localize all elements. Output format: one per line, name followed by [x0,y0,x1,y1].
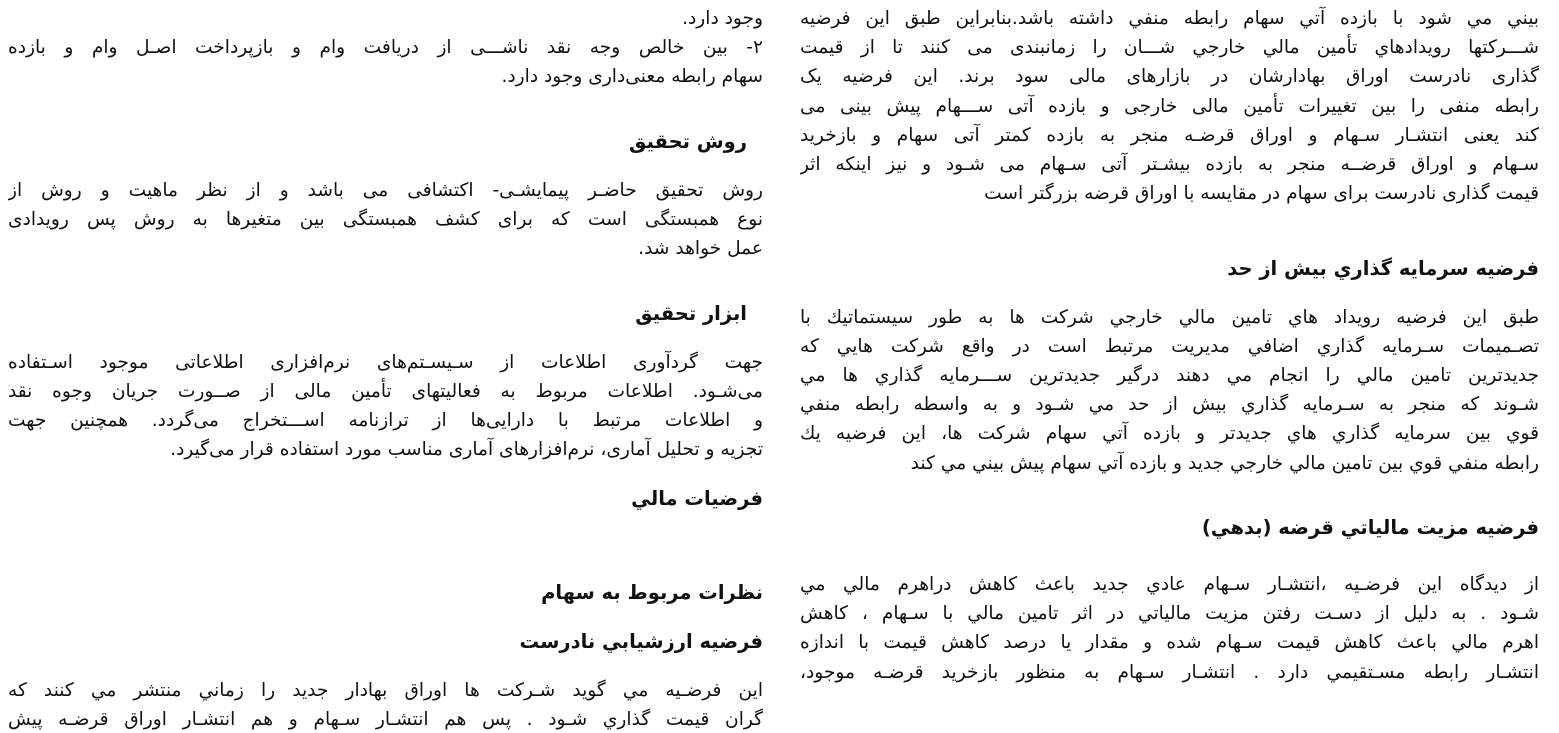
text-line: از ديدگاه اين فرضـيه ،انتشـار سـهام عادي جديد باعث كاهش دراهرم مالي مي [800,574,1539,596]
column-gutter [778,0,779,733]
hypothesis-2-paragraph [8,33,763,91]
text-line: می‌شـود. اطلاعات مربوط به فعاليتهای تأمين مالی از صــورت جريان وجوه نقد [8,380,763,402]
text-line: طبق اين فرضيه رويداد هاي تامين مالي خارجي شركت ها به طور سيستماتيك با [800,306,1539,328]
section-heading-financial-hypotheses: فرضيات مالي [631,486,763,510]
text-line: سهام رابطه معنی‌داری وجود دارد. [501,66,763,88]
text-line: قوي بين سرمايه گذاري هاي جديدتر و بازده آتي سهام شركت ها، اين فرضيه يك [800,423,1539,445]
misvaluation-continuation-paragraph [800,4,1539,208]
text-line: انتشـار رابطه مسـتقيمي دارد . انتشـار سـهام به منظور بازخريد قرضـه موجود، [800,661,1539,683]
text-line: جديدترين تامين مالي را انجام مي دهند درگير جديدترين ســـرمايه گذاري ها مي [800,365,1539,387]
text-line: ۲- بين خالص وجه نقد ناشـــی از دريافت وام و بازپرداخت اصـل وام و بازده [8,37,763,59]
text-line: نوع همبستگی است که برای کشف همبستگی بين متغيرها به روش پس رويدادی [8,209,763,231]
text-line: شـود . به دليل از دسـت رفتن مزيت مالياتي در اثر تامين مالي با سـهام ، كاهش [800,603,1539,625]
text-line: تجزيه و تحليل آماری، نرم‌افزارهای آماری مناسب مورد استفاده قرار می‌گيرد. [170,439,763,461]
text-line: كند يعنی انتشـار سـهام و اوراق قرضـه منجر به بازده كمتر آتی سهام و بازخريد [800,124,1539,146]
over-investment-paragraph [800,303,1539,478]
text-line: رابطه منفی را بين تغييرات تأمين مالی خارجی و بازده آتی ســـهام پيش بينی می [800,95,1539,117]
tax-advantage-paragraph [800,570,1539,687]
text-line: گران قيمت گذاري شـود . پس هم انتشـار سـهام و هم انتشـار اوراق قرضـه پيش [8,708,763,730]
section-heading-stock-views: نظرات مربوط به سهام [541,581,763,605]
section-heading-tax-advantage: فرضيه مزيت مالياتي قرضه (بدهي) [1201,516,1539,540]
text-line: جهت گردآوری اطلاعات از سـيسـتم‌های نرم‌افزاری اطلاعاتی موجود اسـتفاده [8,351,763,373]
text-line: قيمت گذاری نادرست برای سهام در مقايسه با اوراق قرضه بزرگتر است [984,183,1539,205]
section-heading-research-method: روش تحقيق [629,130,747,154]
section-heading-over-investment: فرضيه سرمايه گذاري بيش از حد [1227,256,1539,280]
section-heading-misvaluation: فرضيه ارزشيابي نادرست [519,629,763,653]
misvaluation-paragraph [8,676,763,733]
text-line: گذاری نادرست اوراق بهادارشان در بازارهای مالی سود برند. اين فرضيه يک [800,66,1539,88]
hypothesis-continuation [8,4,763,33]
text-line: رابطه منفي قوي بين تامين مالي خارجي جديد و بازده آتي سهام پيش بيني مي كند [910,452,1539,474]
text-line: اين فرضـيه مي گويد شـركت ها اوراق بهادار جديد را زماني منتشر مي كنند كه [8,679,763,701]
text-line: و اطلاعات مرتبط با دارايی‌ها از ترازنامه اســـتخراج می‌گردد. همچنين جهت [8,410,763,432]
text-line: بيني مي شود با بازده آتي سهام رابطه منفي داشته باشد.بنابراين طبق اين فرضيه [800,8,1539,29]
research-tools-paragraph [8,348,763,465]
text-line: شـــركتها رويدادهاي تأمين مالي خارجي شـــان را زمانبندی می کنند تا از قيمت [800,37,1539,59]
section-heading-research-tools: ابزار تحقيق [635,301,747,325]
text-line: شـوند كه منجر به سـرمايه گذاري بيش از حد مي شـود و به واسطه رابطه منفي [800,394,1539,416]
text-line: اهرم مالي باعث كاهش قيمت سـهام شده و مقدار يا درصد كاهش قيمت با اندازه [800,632,1539,654]
left-column [8,0,763,733]
text-line: سـهام و اوراق قرضــه منجر به بازده بيشـتر آتی سـهام می شـود و نيز اينكه اثر [800,154,1539,176]
text-line: تصـميمات سـرمايه گذاري اضافي مديريت مرتبط است در واقع شركت هايي كه [800,335,1539,357]
text-line: روش تحقيق حاضـر پيمايشـی- اکتشافی می باشد و از نظر ماهيت و روش از [8,179,763,201]
right-column [800,0,1539,733]
text-line: وجود دارد. [682,8,763,29]
text-line: عمل خواهد شد. [638,238,763,260]
research-method-paragraph [8,176,763,264]
